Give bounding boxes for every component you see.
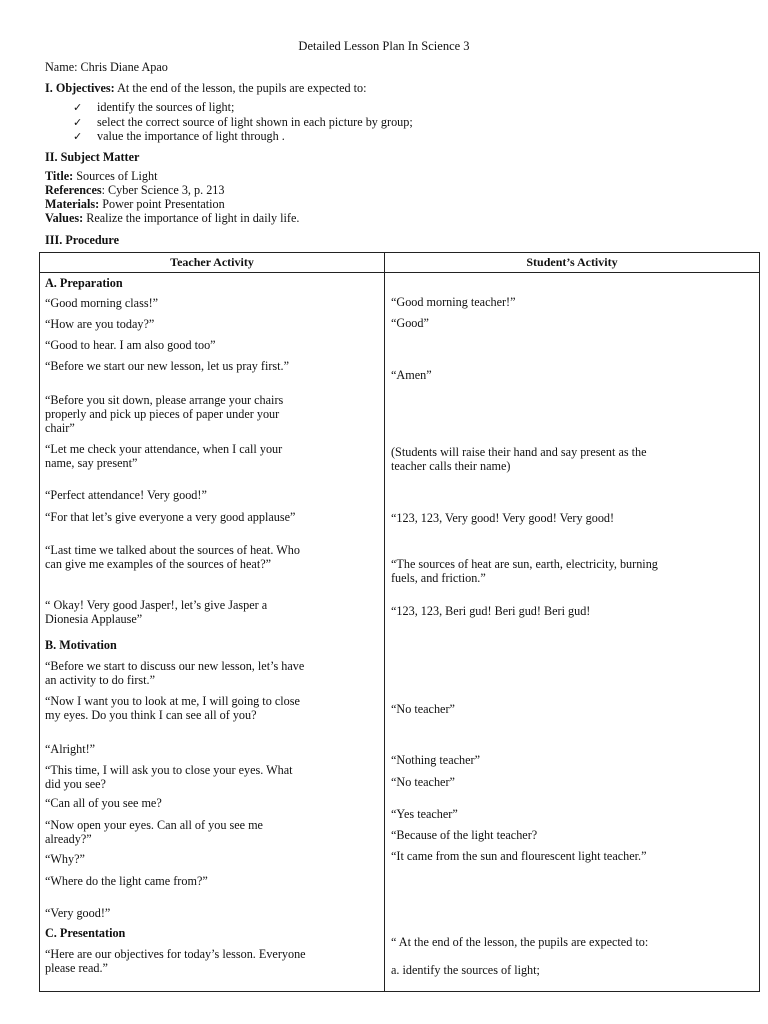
student-line: “Because of the light teacher? <box>391 828 538 842</box>
teacher-activity-cell <box>40 273 385 992</box>
procedure-table <box>39 252 760 992</box>
student-activity-cell <box>385 273 760 992</box>
student-line: “Nothing teacher” <box>391 753 480 767</box>
student-line: “123, 123, Very good! Very good! Very good! <box>391 511 615 525</box>
teacher-line: “Very good!” <box>45 906 111 920</box>
teacher-line: “Before you sit down, please arrange your chairs properly and pick up pieces of paper under your chair” <box>45 393 284 435</box>
objective-item <box>73 129 285 144</box>
teacher-line: “Now I want you to look at me, I will going to close my eyes. Do you think I can see all of you? <box>45 694 300 722</box>
student-line: “123, 123, Beri gud! Beri gud! Beri gud! <box>391 604 591 618</box>
student-line: “ At the end of the lesson, the pupils are expected to: <box>391 935 649 949</box>
objective-item <box>73 100 234 115</box>
table-header-row <box>40 253 760 273</box>
objective-text: identify the sources of light; <box>97 100 235 114</box>
teacher-line: “Alright!” <box>45 742 96 756</box>
table-row <box>40 273 760 992</box>
subject-title-line <box>45 169 158 184</box>
procedure-heading: III. Procedure <box>45 233 120 247</box>
checkmark-icon: ✓ <box>73 130 83 143</box>
objectives-heading: I. Objectives: <box>45 81 115 95</box>
teacher-line: “Can all of you see me? <box>45 796 162 810</box>
checkmark-icon: ✓ <box>73 116 83 129</box>
teacher-line: “ Okay! Very good Jasper!, let’s give Jasper a Dionesia Applause” <box>45 598 268 626</box>
section-heading: A. Preparation <box>45 276 123 290</box>
student-line: “Yes teacher” <box>391 807 458 821</box>
subject-values-line <box>45 211 299 226</box>
teacher-line: “Before we start to discuss our new lesson, let’s have an activity to do first.” <box>45 659 305 687</box>
field-label: References <box>45 183 102 197</box>
teacher-line: “Now open your eyes. Can all of you see me already?” <box>45 818 263 846</box>
subject-matter-heading: II. Subject Matter <box>45 150 140 164</box>
objective-item <box>73 115 413 130</box>
teacher-line: “Good to hear. I am also good too” <box>45 338 216 352</box>
teacher-line: “Let me check your attendance, when I call your name, say present” <box>45 442 283 470</box>
student-line: “Good morning teacher!” <box>391 295 516 309</box>
checkmark-icon: ✓ <box>73 101 83 114</box>
section-heading: B. Motivation <box>45 638 117 652</box>
field-value: Power point Presentation <box>99 197 225 211</box>
field-value: Realize the importance of light in daily life. <box>83 211 300 225</box>
student-line: a. identify the sources of light; <box>391 963 540 977</box>
teacher-line: “For that let’s give everyone a very good applause” <box>45 510 296 524</box>
field-value: : Cyber Science 3, p. 213 <box>101 183 225 197</box>
subject-materials-line <box>45 197 225 212</box>
teacher-line: “How are you today?” <box>45 317 155 331</box>
teacher-line: “Last time we talked about the sources of heat. Who can give me examples of the sources of heat?” <box>45 543 300 571</box>
document-title: Detailed Lesson Plan In Science 3 <box>298 39 470 53</box>
field-label: Materials: <box>45 197 100 211</box>
field-value: Sources of Light <box>73 169 158 183</box>
objectives-intro: At the end of the lesson, the pupils are expected to: <box>114 81 367 95</box>
student-line: “The sources of heat are sun, earth, electricity, burning fuels, and friction.” <box>391 557 658 585</box>
subject-references-line <box>45 183 225 198</box>
teacher-line: “Good morning class!” <box>45 296 159 310</box>
student-line: “It came from the sun and flourescent light teacher.” <box>391 849 647 863</box>
teacher-activity-header: Teacher Activity <box>40 253 385 273</box>
field-label: Values: <box>45 211 84 225</box>
teacher-line: “Perfect attendance! Very good!” <box>45 488 207 502</box>
teacher-line: “Here are our objectives for today’s lesson. Everyone please read.” <box>45 947 306 975</box>
teacher-line: “Why?” <box>45 852 85 866</box>
objective-text: value the importance of light through . <box>97 129 285 143</box>
author-name: Name: Chris Diane Apao <box>45 60 168 74</box>
objective-text: select the correct source of light shown in each picture by group; <box>97 115 413 129</box>
teacher-line: “Before we start our new lesson, let us pray first.” <box>45 359 290 373</box>
student-line: “No teacher” <box>391 702 455 716</box>
student-line: “No teacher” <box>391 775 455 789</box>
field-label: Title: <box>45 169 74 183</box>
student-line: (Students will raise their hand and say present as the teacher calls their name) <box>391 445 647 473</box>
teacher-line: “This time, I will ask you to close your eyes. What did you see? <box>45 763 293 791</box>
student-line: “Amen” <box>391 368 432 382</box>
student-activity-header: Student’s Activity <box>385 253 760 273</box>
teacher-line: “Where do the light came from?” <box>45 874 208 888</box>
student-line: “Good” <box>391 316 429 330</box>
objectives-header <box>45 81 367 96</box>
section-heading: C. Presentation <box>45 926 126 940</box>
